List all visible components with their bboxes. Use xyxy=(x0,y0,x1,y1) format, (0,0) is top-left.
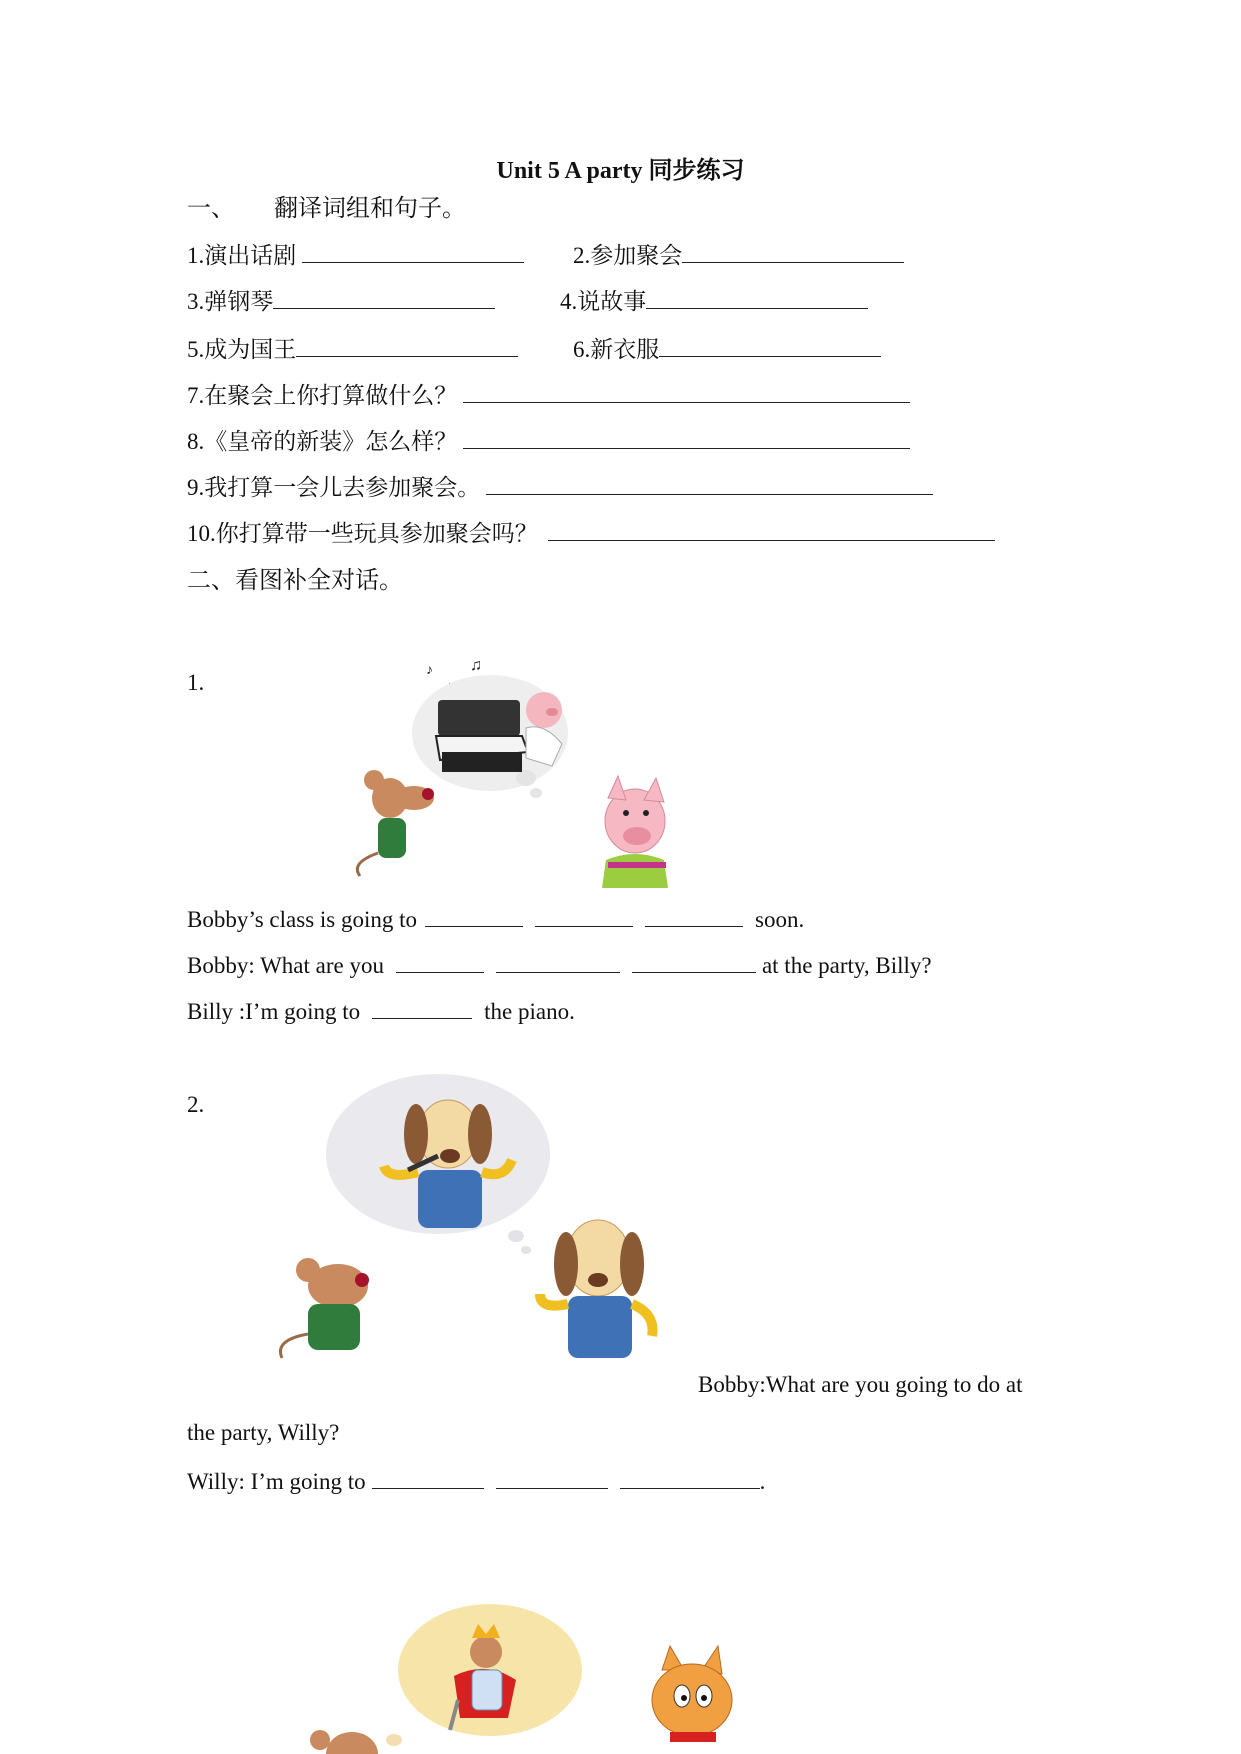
thought-bubble-singing-dog-icon xyxy=(326,1074,550,1254)
q1-line-2: Bobby: What are you at the party, Billy? xyxy=(187,950,932,981)
q1-line-1: Bobby’s class is going to soon. xyxy=(187,904,804,935)
mouse-icon xyxy=(310,1730,378,1754)
q1-number: 1. xyxy=(187,670,205,695)
section2-heading: 二、看图补全对话。 xyxy=(187,568,403,594)
answer-blank[interactable] xyxy=(296,334,518,357)
q2-number: 2. xyxy=(187,1092,205,1117)
answer-blank[interactable] xyxy=(425,904,523,927)
pig-icon xyxy=(602,776,668,888)
item-7: 7.在聚会上你打算做什么？ xyxy=(187,380,910,411)
item-8: 8.《皇帝的新装》怎么样？ xyxy=(187,426,910,457)
dog-icon xyxy=(540,1220,653,1358)
q3-illustration xyxy=(290,1600,760,1754)
answer-blank[interactable] xyxy=(645,904,743,927)
answer-blank[interactable] xyxy=(486,472,933,495)
q2-line-2: the party, Willy? xyxy=(187,1420,340,1445)
item-3: 3.弹钢琴 xyxy=(187,286,495,317)
item-10: 10.你打算带一些玩具参加聚会吗？ xyxy=(187,518,995,549)
answer-blank[interactable] xyxy=(659,334,881,357)
answer-blank[interactable] xyxy=(273,286,495,309)
answer-blank[interactable] xyxy=(463,380,910,403)
answer-blank[interactable] xyxy=(463,426,910,449)
answer-blank[interactable] xyxy=(396,950,484,973)
item-5: 5.成为国王 xyxy=(187,334,518,365)
q1-illustration xyxy=(330,648,710,888)
answer-blank[interactable] xyxy=(496,1466,608,1489)
answer-blank[interactable] xyxy=(646,286,868,309)
section1-heading: 翻译词组和句子。 xyxy=(274,196,466,222)
answer-blank[interactable] xyxy=(496,950,620,973)
answer-blank[interactable] xyxy=(372,1466,484,1489)
thought-bubble-king-mouse-icon xyxy=(386,1604,582,1746)
answer-blank[interactable] xyxy=(372,996,472,1019)
answer-blank[interactable] xyxy=(548,518,995,541)
q2-illustration xyxy=(268,1074,668,1364)
answer-blank[interactable] xyxy=(302,240,524,263)
item-1: 1.演出话剧 xyxy=(187,240,524,271)
mouse-icon xyxy=(357,770,434,876)
svg-text:♪: ♪ xyxy=(426,663,433,678)
item-6: 6.新衣服 xyxy=(573,334,881,365)
mouse-icon xyxy=(280,1258,369,1358)
answer-blank[interactable] xyxy=(632,950,756,973)
svg-text:♫: ♫ xyxy=(470,657,482,674)
q2-line-3: Willy: I’m going to . xyxy=(187,1466,765,1497)
thought-bubble-piano-icon xyxy=(412,675,568,798)
q2-line-1: Bobby:What are you going to do at xyxy=(698,1372,1023,1397)
q1-line-3: Billy :I’m going to the piano. xyxy=(187,996,575,1027)
answer-blank[interactable] xyxy=(620,1466,760,1489)
answer-blank[interactable] xyxy=(535,904,633,927)
answer-blank[interactable] xyxy=(682,240,904,263)
item-4: 4.说故事 xyxy=(560,286,868,317)
item-9: 9.我打算一会儿去参加聚会。 xyxy=(187,472,933,503)
cat-icon xyxy=(652,1646,732,1742)
section1-number: 一、 xyxy=(187,196,235,222)
page-title: Unit 5 A party 同步练习 xyxy=(496,158,745,184)
item-2: 2.参加聚会 xyxy=(573,240,904,271)
